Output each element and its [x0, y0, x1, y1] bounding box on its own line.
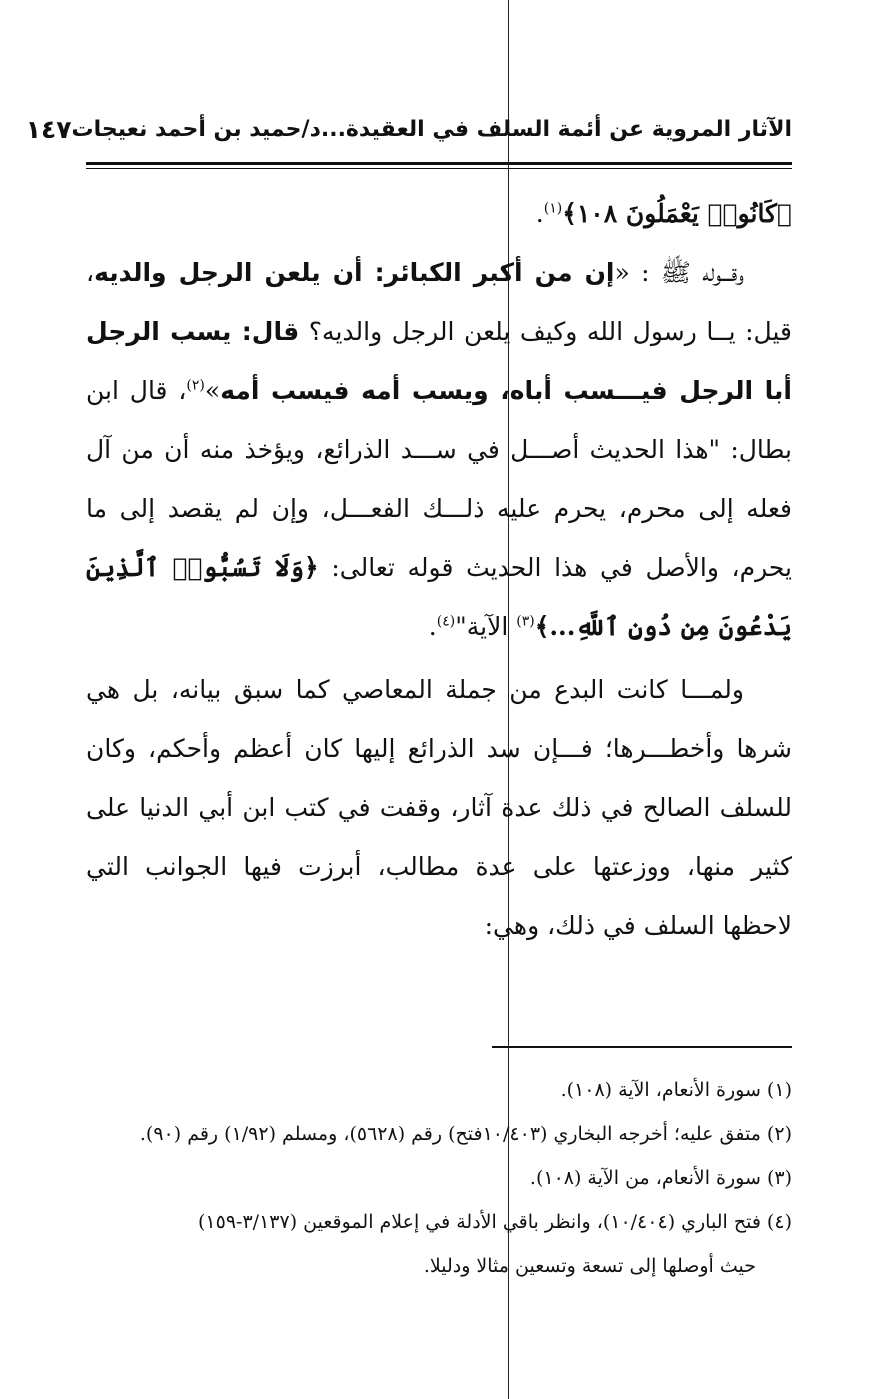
quran-verse: ﴿كَانُوا۟ يَعْمَلُونَ ١٠٨﴾ [562, 199, 792, 228]
footnote-1: (١) سورة الأنعام، الآية (١٠٨). [560, 1079, 792, 1101]
paragraph-innovations: ولمـــا كانت البدع من جملة المعاصي كما سبق بيانه، بل هي شرها وأخطـــرها؛ فـــإن سد الذرائع إليها كان أعظم وأحكم، وكان للسلف الصالح في ذلك عدة آثار، وقفت في كتب ابن أبي الدنيا على كثير منها، ووزعتها على عدة مطالب، أبرزت فيها الجوانب التي لاحظها السلف في ذلك، وهي: [86, 675, 792, 940]
hadith-text: قال: يسب الرجل أبا الرجل فيـــسب أباه، ويسب أمه فيسب أمه [86, 317, 792, 405]
footnotes [86, 1068, 792, 1288]
header-rule-thick [86, 162, 792, 165]
quran-verse: ﴿وَلَا تَسُبُّوا۟ ٱلَّذِينَ يَدْعُونَ مِن دُونِ ٱللَّهِ...﴾ [86, 553, 792, 641]
hadith-text: إن من أكبر الكبائر: أن يلعن الرجل والديه [94, 258, 615, 287]
verse-continuation-line: ﴿كَانُوا۟ يَعْمَلُونَ ١٠٨﴾$^{(١)}$. [535, 199, 792, 228]
footnote-ref-3: (٣) [516, 613, 535, 630]
footnote-ref-2: (٢) [186, 377, 205, 394]
footnote-3: (٣) سورة الأنعام، من الآية (١٠٨). [529, 1167, 792, 1189]
header-rule-thin [86, 168, 792, 169]
footnote-2: (٢) متفق عليه؛ أخرجه البخاري (١٠/٤٠٣فتح) رقم (٥٦٢٨)، ومسلم (١/٩٢) رقم (٩٠). [139, 1123, 792, 1145]
footnote-ref-4: (٤) [436, 613, 456, 630]
footnote-ref-1: (١) [543, 200, 563, 217]
footnote-4-continued: حيث أوصلها إلى تسعة وتسعين مثالا ودليلا. [423, 1255, 756, 1277]
paragraph-hadith: وقـــوله ﷺ : «إن من أكبر الكبائر: أن يلعن الرجل والديه، قيل: يــا رسول الله وكيف يلعن الرجل والديه؟ قال: يسب الرجل أبا الرجل فيـــسب أباه، ويسب أمه فيسب أمه»$^{(٢)}$، قال ابن بطال: "هذا الحديث أصـــل في ســـد الذرائع، ويؤخذ منه أن من آل فعله إلى محرم، يحرم عليه ذلـــك الفعـــل، وإن لم يقصد إلى ما يحرم، والأصل في هذا الحديث قوله تعالى: ﴿وَلَا تَسُبُّوا۟ ٱلَّذِينَ يَدْعُونَ مِن دُونِ ٱللَّهِ...﴾$^{(٣)}$ الآية"$^{(٤)}$. [86, 258, 792, 641]
page-number: ١٤٧ [25, 114, 72, 144]
running-title: الآثار المروية عن أئمة السلف في العقيدة...د/حميد بن أحمد نعيجات [71, 116, 792, 142]
footnote-4: (٤) فتح الباري (١٠/٤٠٤)، وانظر باقي الأدلة في إعلام الموقعين (٣/١٣٧-١٥٩) [198, 1211, 792, 1233]
main-text [86, 184, 792, 955]
page-header [25, 104, 792, 154]
footnote-separator [492, 1046, 792, 1048]
